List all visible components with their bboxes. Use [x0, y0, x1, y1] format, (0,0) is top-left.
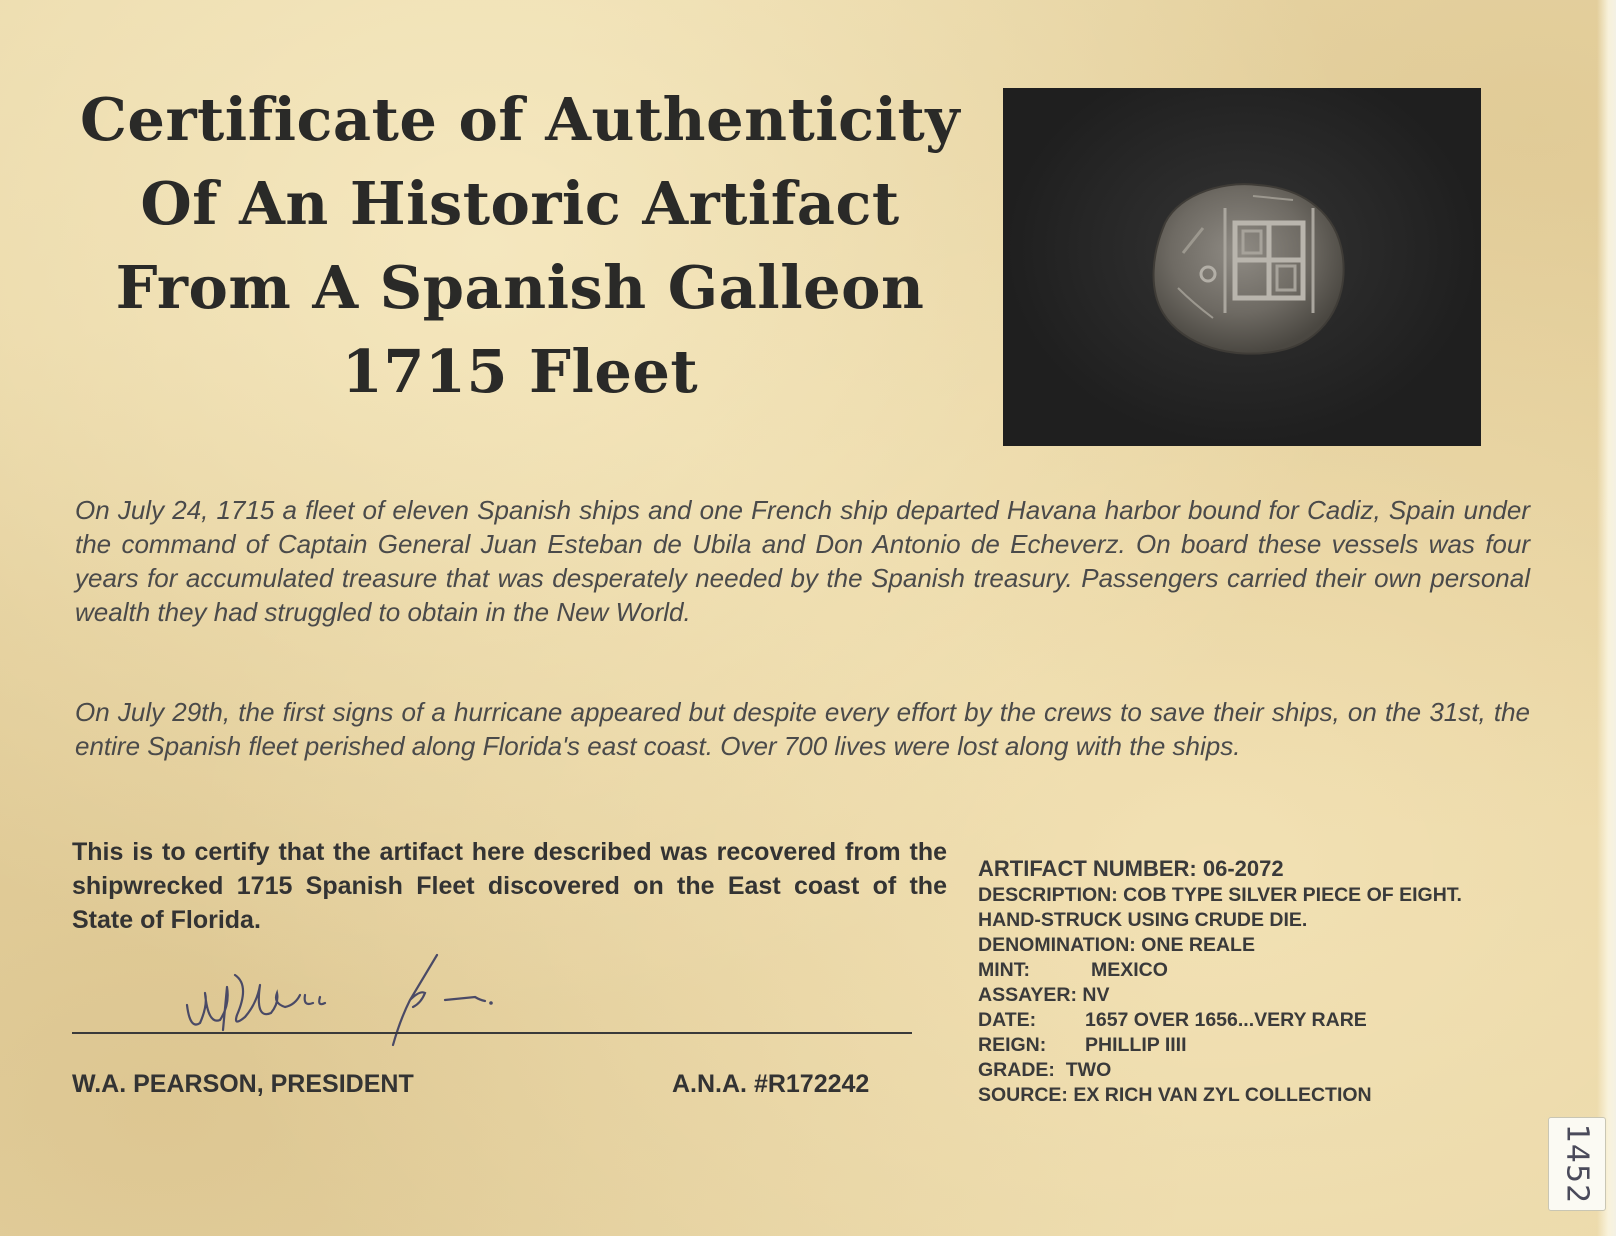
inventory-tag	[1548, 1117, 1606, 1211]
artifact-number: ARTIFACT NUMBER: 06-2072	[978, 856, 1284, 881]
reign-value: PHILLIP IIII	[1085, 1034, 1187, 1056]
title-line-4: 1715 Fleet	[341, 337, 699, 406]
inventory-tag-number: 1452	[1559, 1123, 1595, 1205]
artifact-assayer: ASSAYER: NV	[978, 984, 1110, 1006]
page-edge	[1597, 0, 1616, 1236]
date-value: 1657 OVER 1656...VERY RARE	[1085, 1009, 1367, 1031]
artifact-source: SOURCE: EX RICH VAN ZYL COLLECTION	[978, 1084, 1372, 1106]
artifact-mint	[978, 958, 1538, 983]
signature-line	[72, 1032, 912, 1034]
title-line-1: Certificate of Authenticity	[79, 85, 961, 154]
coin-photo	[1003, 88, 1481, 446]
artifact-date	[978, 1008, 1538, 1033]
artifact-reign	[978, 1033, 1538, 1058]
artifact-grade: GRADE: TWO	[978, 1059, 1112, 1081]
artifact-denomination: DENOMINATION: ONE REALE	[978, 934, 1255, 956]
artifact-details	[978, 855, 1538, 1108]
reign-label: REIGN:	[978, 1034, 1047, 1056]
signatory-name: W.A. PEARSON, PRESIDENT	[72, 1070, 414, 1098]
mint-label: MINT:	[978, 959, 1030, 981]
artifact-description-1: DESCRIPTION: COB TYPE SILVER PIECE OF EIGHT.	[978, 884, 1462, 906]
artifact-description-2: HAND-STRUCK USING CRUDE DIE.	[978, 909, 1308, 931]
certification-statement: This is to certify that the artifact here described was recovered from the shipwrecked 1715 Spanish Fleet discovered on the East coast of the State of Florida.	[72, 838, 947, 934]
ana-number: A.N.A. #R172242	[672, 1070, 870, 1098]
date-label: DATE:	[978, 1009, 1037, 1031]
title-line-2: Of An Historic Artifact	[140, 169, 900, 238]
history-paragraph-1: On July 24, 1715 a fleet of eleven Spanish ships and one French ship departed Havana harbor bound for Cadiz, Spain under the command of Captain General Juan Esteban de Ubila and Don Antonio de Echeverz. On board these vessels was four years for accumulated treasure that was desperately needed by the Spanish treasury. Passengers carried their own personal wealth they had struggled to obtain in the New World.	[75, 495, 1530, 627]
coin-image	[1003, 88, 1481, 446]
history-paragraph-2: On July 29th, the first signs of a hurricane appeared but despite every effort by the crews to save their ships, on the 31st, the entire Spanish fleet perished along Florida's east coast. Over 700 lives were lost along with the ships.	[75, 697, 1530, 761]
title-line-3: From A Spanish Galleon	[115, 253, 925, 322]
certificate-title	[70, 78, 970, 414]
mint-value: MEXICO	[1091, 959, 1168, 981]
signature	[175, 945, 515, 1055]
